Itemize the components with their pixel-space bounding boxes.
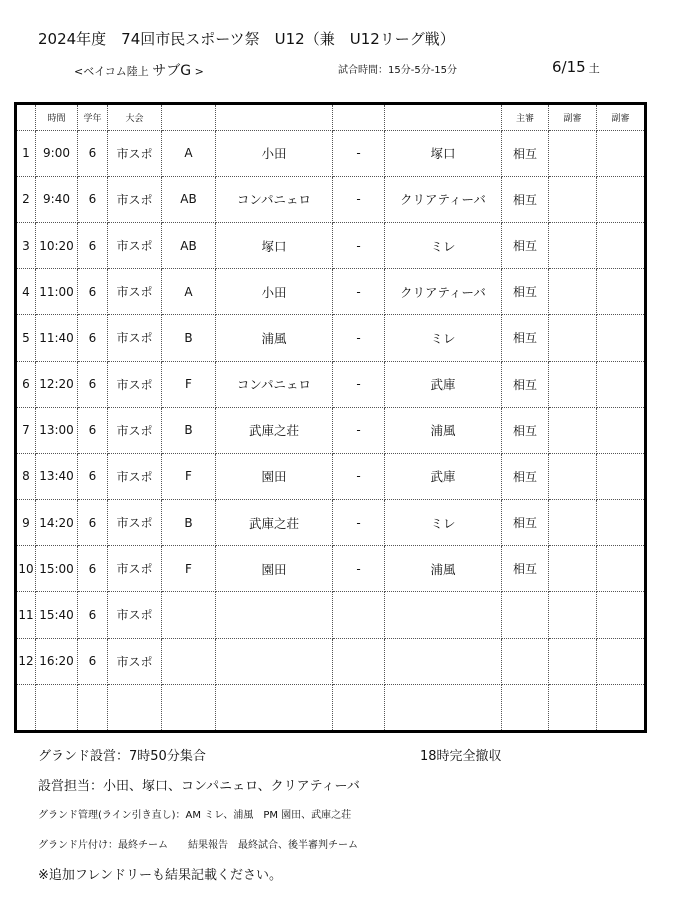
main-ref-cell	[502, 638, 549, 684]
header-vs	[333, 104, 385, 131]
header-division	[162, 104, 216, 131]
schedule-table	[14, 102, 647, 733]
friendly-note: ※追加フレンドリーも結果記載ください。	[38, 868, 283, 883]
main-ref-cell: 相互	[502, 223, 549, 269]
team-a-cell	[216, 638, 333, 684]
team-a-cell: 武庫之荘	[216, 407, 333, 453]
grade-cell: 6	[78, 130, 108, 176]
tournament-cell: 市スポ	[108, 546, 162, 592]
date-label	[552, 58, 600, 76]
main-ref-cell: 相互	[502, 407, 549, 453]
header-no	[16, 104, 36, 131]
time-cell: 11:00	[36, 269, 78, 315]
main-ref-cell: 相互	[502, 176, 549, 222]
vs-cell: -	[333, 130, 385, 176]
tournament-cell: 市スポ	[108, 453, 162, 499]
division-cell: F	[162, 546, 216, 592]
team-b-cell: 浦風	[385, 546, 502, 592]
time-cell: 13:00	[36, 407, 78, 453]
division-cell: AB	[162, 223, 216, 269]
row-no-cell	[16, 684, 36, 731]
sub-ref-1-cell	[549, 592, 597, 638]
tournament-cell: 市スポ	[108, 315, 162, 361]
vs-cell: -	[333, 176, 385, 222]
team-a-cell	[216, 684, 333, 731]
team-a-cell: 小田	[216, 269, 333, 315]
grade-cell: 6	[78, 638, 108, 684]
time-cell: 16:20	[36, 638, 78, 684]
row-no-cell: 7	[16, 407, 36, 453]
grade-cell: 6	[78, 546, 108, 592]
main-ref-cell	[502, 684, 549, 731]
division-cell	[162, 638, 216, 684]
division-cell: A	[162, 130, 216, 176]
date-value: 6/15	[552, 58, 586, 76]
sub-ref-1-cell	[549, 176, 597, 222]
sub-ref-2-cell	[597, 684, 646, 731]
vs-cell: -	[333, 269, 385, 315]
venue-ground: サブG	[152, 63, 192, 79]
sub-ref-1-cell	[549, 500, 597, 546]
division-cell: F	[162, 453, 216, 499]
table-row	[16, 176, 646, 222]
withdrawal-note: 18時完全撤収	[420, 749, 502, 764]
weekday-value: 土	[588, 62, 600, 75]
team-a-cell: 塚口	[216, 223, 333, 269]
grade-cell: 6	[78, 176, 108, 222]
vs-cell: -	[333, 546, 385, 592]
team-b-cell: クリアティーバ	[385, 269, 502, 315]
sub-ref-1-cell	[549, 361, 597, 407]
header-tournament: 大会	[108, 104, 162, 131]
setup-staff-note: 設営担当：小田、塚口、コンパニェロ、クリアティーバ	[38, 779, 360, 794]
header-team-b	[385, 104, 502, 131]
team-a-cell: 武庫之荘	[216, 500, 333, 546]
main-ref-cell: 相互	[502, 500, 549, 546]
vs-cell: -	[333, 361, 385, 407]
main-ref-cell: 相互	[502, 315, 549, 361]
sub-ref-2-cell	[597, 176, 646, 222]
team-b-cell: クリアティーバ	[385, 176, 502, 222]
vs-cell	[333, 638, 385, 684]
table-header-row	[16, 104, 646, 131]
sub-ref-1-cell	[549, 269, 597, 315]
row-no-cell: 3	[16, 223, 36, 269]
row-no-cell: 9	[16, 500, 36, 546]
row-no-cell: 11	[16, 592, 36, 638]
vs-cell: -	[333, 453, 385, 499]
team-b-cell: ミレ	[385, 223, 502, 269]
sub-ref-2-cell	[597, 361, 646, 407]
division-cell	[162, 684, 216, 731]
table-row	[16, 684, 646, 731]
team-b-cell: ミレ	[385, 500, 502, 546]
table-row	[16, 453, 646, 499]
header-team-a	[216, 104, 333, 131]
division-cell: B	[162, 315, 216, 361]
sub-ref-1-cell	[549, 130, 597, 176]
table-row	[16, 269, 646, 315]
table-row	[16, 223, 646, 269]
time-cell: 14:20	[36, 500, 78, 546]
tournament-cell: 市スポ	[108, 407, 162, 453]
vs-cell	[333, 684, 385, 731]
venue-label	[74, 60, 204, 80]
schedule-table-body	[16, 104, 646, 732]
row-no-cell: 5	[16, 315, 36, 361]
ground-setup-note: グランド設営：7時50分集合	[38, 749, 206, 764]
row-no-cell: 10	[16, 546, 36, 592]
team-a-cell: コンパニェロ	[216, 176, 333, 222]
table-row	[16, 500, 646, 546]
team-b-cell: ミレ	[385, 315, 502, 361]
sub-ref-1-cell	[549, 407, 597, 453]
team-b-cell	[385, 684, 502, 731]
division-cell: F	[162, 361, 216, 407]
sub-ref-2-cell	[597, 315, 646, 361]
time-cell: 11:40	[36, 315, 78, 361]
sub-ref-1-cell	[549, 546, 597, 592]
table-row	[16, 361, 646, 407]
row-no-cell: 4	[16, 269, 36, 315]
team-b-cell: 塚口	[385, 130, 502, 176]
sub-ref-2-cell	[597, 269, 646, 315]
tournament-cell: 市スポ	[108, 592, 162, 638]
venue-prefix: <ベイコム陸上	[74, 65, 153, 78]
row-no-cell: 6	[16, 361, 36, 407]
team-a-cell	[216, 592, 333, 638]
row-no-cell: 1	[16, 130, 36, 176]
time-cell: 9:40	[36, 176, 78, 222]
time-cell: 9:00	[36, 130, 78, 176]
team-a-cell: 浦風	[216, 315, 333, 361]
vs-cell: -	[333, 223, 385, 269]
sub-ref-2-cell	[597, 407, 646, 453]
tournament-cell: 市スポ	[108, 361, 162, 407]
division-cell: B	[162, 407, 216, 453]
match-time-label: 試合時間：15分-5分-15分	[338, 65, 458, 76]
division-cell: B	[162, 500, 216, 546]
vs-cell: -	[333, 500, 385, 546]
grade-cell	[78, 684, 108, 731]
header-sub-ref-1: 副審	[549, 104, 597, 131]
sub-ref-2-cell	[597, 500, 646, 546]
time-cell: 12:20	[36, 361, 78, 407]
main-ref-cell: 相互	[502, 269, 549, 315]
sub-ref-2-cell	[597, 592, 646, 638]
table-row	[16, 315, 646, 361]
division-cell: A	[162, 269, 216, 315]
row-no-cell: 8	[16, 453, 36, 499]
header-sub-ref-2: 副審	[597, 104, 646, 131]
tournament-cell: 市スポ	[108, 223, 162, 269]
team-a-cell: 小田	[216, 130, 333, 176]
sub-ref-2-cell	[597, 453, 646, 499]
time-cell: 10:20	[36, 223, 78, 269]
time-cell: 15:40	[36, 592, 78, 638]
header-main-ref: 主審	[502, 104, 549, 131]
grade-cell: 6	[78, 592, 108, 638]
tournament-cell: 市スポ	[108, 269, 162, 315]
division-cell: AB	[162, 176, 216, 222]
ground-management-note: グランド管理(ライン引き直し)：AM ミレ、浦風 PM 園田、武庫之荘	[38, 810, 352, 821]
main-ref-cell: 相互	[502, 130, 549, 176]
grade-cell: 6	[78, 407, 108, 453]
grade-cell: 6	[78, 223, 108, 269]
grade-cell: 6	[78, 315, 108, 361]
main-ref-cell: 相互	[502, 453, 549, 499]
team-b-cell	[385, 592, 502, 638]
team-a-cell: 園田	[216, 546, 333, 592]
main-ref-cell	[502, 592, 549, 638]
sub-ref-1-cell	[549, 684, 597, 731]
tournament-cell: 市スポ	[108, 130, 162, 176]
page-title: 2024年度 74回市民スポーツ祭 U12（兼 U12リーグ戦）	[38, 30, 455, 48]
vs-cell: -	[333, 407, 385, 453]
sub-ref-1-cell	[549, 638, 597, 684]
vs-cell	[333, 592, 385, 638]
grade-cell: 6	[78, 500, 108, 546]
team-a-cell: コンパニェロ	[216, 361, 333, 407]
time-cell: 15:00	[36, 546, 78, 592]
cleanup-note: グランド片付け：最終チーム 結果報告 最終試合、後半審判チーム	[38, 840, 358, 851]
row-no-cell: 2	[16, 176, 36, 222]
table-row	[16, 407, 646, 453]
tournament-cell: 市スポ	[108, 500, 162, 546]
team-b-cell: 武庫	[385, 453, 502, 499]
grade-cell: 6	[78, 361, 108, 407]
team-b-cell: 武庫	[385, 361, 502, 407]
sub-ref-1-cell	[549, 315, 597, 361]
vs-cell: -	[333, 315, 385, 361]
table-row	[16, 546, 646, 592]
main-ref-cell: 相互	[502, 546, 549, 592]
header-grade: 学年	[78, 104, 108, 131]
team-a-cell: 園田	[216, 453, 333, 499]
table-row	[16, 592, 646, 638]
grade-cell: 6	[78, 269, 108, 315]
tournament-cell	[108, 684, 162, 731]
venue-suffix: >	[191, 65, 204, 78]
tournament-cell: 市スポ	[108, 638, 162, 684]
table-row	[16, 638, 646, 684]
grade-cell: 6	[78, 453, 108, 499]
row-no-cell: 12	[16, 638, 36, 684]
team-b-cell: 浦風	[385, 407, 502, 453]
sub-ref-2-cell	[597, 223, 646, 269]
time-cell: 13:40	[36, 453, 78, 499]
header-time: 時間	[36, 104, 78, 131]
team-b-cell	[385, 638, 502, 684]
sub-ref-1-cell	[549, 453, 597, 499]
time-cell	[36, 684, 78, 731]
table-row	[16, 130, 646, 176]
sub-ref-1-cell	[549, 223, 597, 269]
tournament-cell: 市スポ	[108, 176, 162, 222]
sub-ref-2-cell	[597, 130, 646, 176]
division-cell	[162, 592, 216, 638]
main-ref-cell: 相互	[502, 361, 549, 407]
sub-ref-2-cell	[597, 638, 646, 684]
sub-ref-2-cell	[597, 546, 646, 592]
